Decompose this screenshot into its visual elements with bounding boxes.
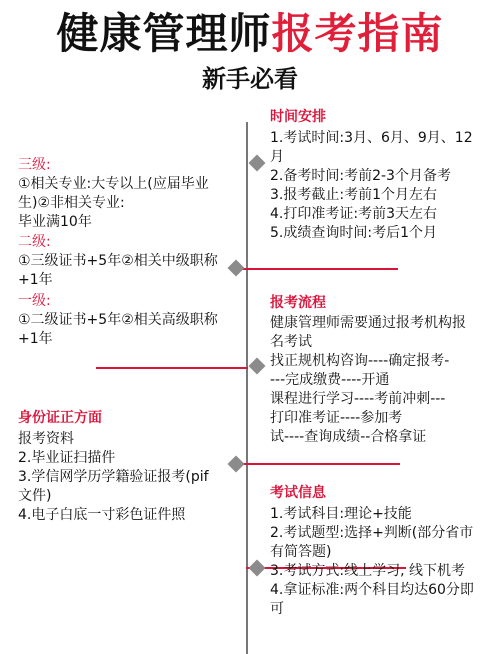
id-line: 报考资料 (18, 431, 74, 447)
title-black: 健康管理师 (56, 9, 272, 58)
connector-levels (234, 268, 398, 270)
page-subtitle: 新手必看 (202, 65, 298, 93)
time-heading: 时间安排 (270, 109, 326, 125)
flow-line: 试----查询成绩--合格拿证 (270, 429, 427, 445)
connector-flow (96, 367, 248, 369)
flow-heading: 报考流程 (270, 295, 326, 311)
level3-line: 毕业满10年 (18, 214, 92, 230)
level3-line: ①相关专业:大专以上(应届毕业 (18, 176, 209, 192)
id-line: 文件) (18, 488, 52, 504)
exam-line: 3.考试方式:线上学习, 线下机考 (270, 563, 465, 579)
time-line: 1.考试时间:3月、6月、9月、12 (270, 130, 473, 146)
time-line: 4.打印准考证:考前3天左右 (270, 206, 437, 222)
time-line: 月 (270, 149, 284, 165)
node-time (249, 155, 266, 172)
time-section (270, 108, 496, 243)
exam-section (270, 484, 496, 619)
level2-heading: 二级: (18, 234, 51, 250)
exam-line: 2.考试题型:选择+判断(部分省市 (270, 525, 474, 541)
flow-line: ---完成缴费----开通 (270, 372, 390, 388)
exam-line: 有简答题) (270, 544, 332, 560)
id-section (18, 409, 244, 525)
title-red: 报考指南 (271, 9, 444, 58)
flow-line: 找正规机构咨询----确定报考- (270, 353, 450, 369)
timeline-spine (246, 122, 248, 654)
connector-id (234, 463, 400, 465)
flow-line: 名考试 (270, 334, 312, 350)
level1-line: ①二级证书+5年②相关高级职称 (18, 312, 218, 328)
time-line: 2.备考时间:考前2-3个月备考 (270, 168, 451, 184)
exam-line: 可 (270, 601, 284, 617)
node-exam (249, 560, 266, 577)
id-line: 4.电子白底一寸彩色证件照 (18, 507, 186, 523)
id-line: 2.毕业证扫描件 (18, 450, 116, 466)
flow-line: 健康管理师需要通过报考机构报 (270, 315, 466, 331)
level2-line: ①三级证书+5年②相关中级职称 (18, 253, 218, 269)
page-title (0, 6, 500, 62)
flow-line: 课程进行学习----考前冲刺--- (270, 391, 446, 407)
flow-section (270, 294, 496, 447)
time-line: 3.报考截止:考前1个月左右 (270, 187, 437, 203)
exam-line: 1.考试科目:理论+技能 (270, 506, 412, 522)
exam-line: 4.拿证标准:两个科目均达60分即 (270, 582, 474, 598)
node-flow (249, 358, 266, 375)
level3-heading: 三级: (18, 157, 51, 173)
level3-line: 生)②非相关专业: (18, 195, 125, 211)
time-line: 5.成绩查询时间:考后1个月 (270, 225, 437, 241)
levels-section (18, 156, 244, 349)
level1-line: +1年 (18, 331, 53, 347)
exam-heading: 考试信息 (270, 485, 326, 501)
id-line: 3.学信网学历学籍验证报考(pif (18, 469, 209, 485)
id-heading: 身份证正方面 (18, 410, 102, 426)
flow-line: 打印准考证----参加考 (270, 410, 403, 426)
level1-heading: 一级: (18, 293, 51, 309)
level2-line: +1年 (18, 272, 53, 288)
